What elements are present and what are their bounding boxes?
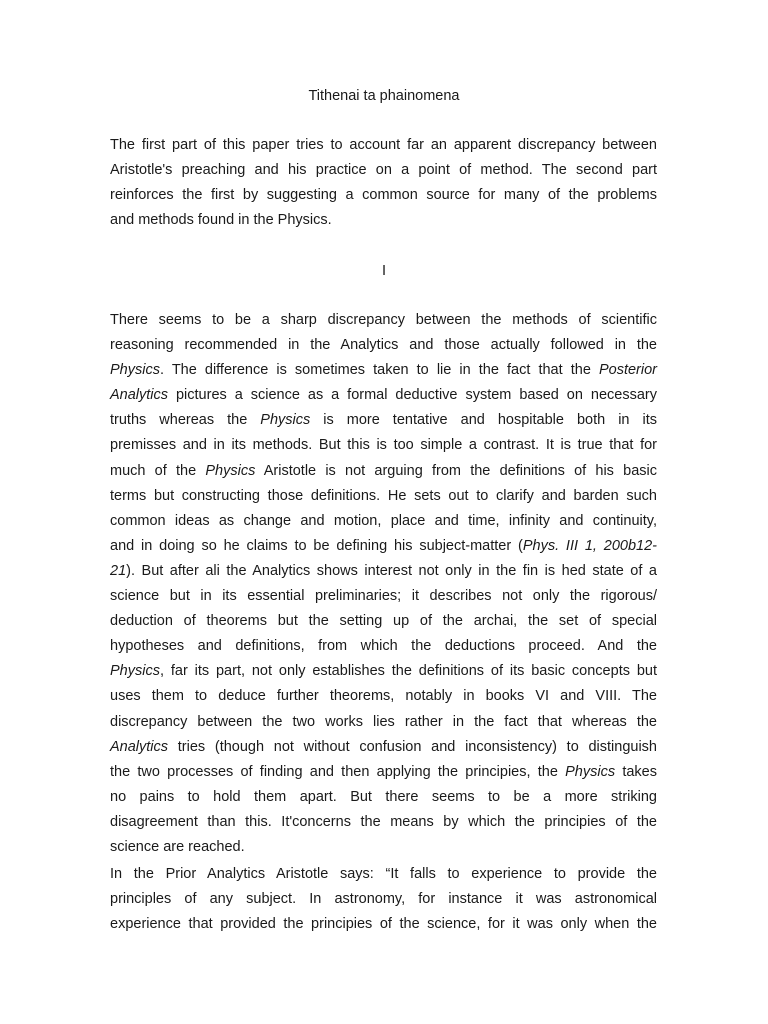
body-line: much of the Physics Aristotle is not arguing from the definitions of his basic bbox=[110, 462, 657, 479]
body-line: disagreement than this. It'concerns the means by which the principies of the bbox=[110, 813, 657, 830]
body-line: deduction of theorems but the setting up of the archai, the set of special bbox=[110, 613, 657, 630]
body-line: Physics. The difference is sometimes taken to lie in the fact that the Posterior bbox=[110, 362, 657, 379]
abstract-paragraph bbox=[110, 133, 657, 233]
body-line: premisses and in its methods. But this is too simple a contrast. It is true that for bbox=[110, 437, 657, 454]
page-title: Tithenai ta phainomena bbox=[308, 88, 460, 104]
abstract-line: The first part of this paper tries to account far an apparent discrepancy between bbox=[110, 137, 657, 153]
body-line: In the Prior Analytics Aristotle says: “It falls to experience to provide the bbox=[110, 866, 657, 882]
body-paragraph-1 bbox=[110, 308, 657, 860]
body-line: 21). But after ali the Analytics shows interest not only in the fin is hed state of a bbox=[110, 562, 657, 579]
body-line: terms but constructing those definitions. He sets out to clarify and barden such bbox=[110, 487, 657, 504]
abstract-line: reinforces the first by suggesting a common source for many of the problems bbox=[110, 187, 657, 204]
body-line: science but in its essential preliminaries; it describes not only the rigorous/ bbox=[110, 588, 657, 605]
body-line: common ideas as change and motion, place and time, infinity and continuity, bbox=[110, 512, 657, 529]
body-line: experience that provided the principies of the science, for it was only when the bbox=[110, 916, 657, 933]
body-line: science are reached. bbox=[110, 838, 245, 855]
body-line: There seems to be a sharp discrepancy between the methods of scientific bbox=[110, 312, 657, 328]
body-line: Analytics tries (though not without confusion and inconsistency) to distinguish bbox=[110, 738, 657, 755]
body-line: hypotheses and definitions, from which the deductions proceed. And the bbox=[110, 638, 657, 655]
body-paragraph-2 bbox=[110, 862, 657, 937]
body-line: Physics, far its part, not only establishes the definitions of its basic concepts but bbox=[110, 663, 657, 680]
body-line: the two processes of finding and then applying the principies, the Physics takes bbox=[110, 763, 657, 780]
body-line: truths whereas the Physics is more tentative and hospitable both in its bbox=[110, 412, 657, 429]
section-heading: I bbox=[381, 263, 387, 279]
body-line: discrepancy between the two works lies rather in the fact that whereas the bbox=[110, 713, 657, 730]
body-line: Analytics pictures a science as a formal deductive system based on necessary bbox=[110, 387, 657, 404]
body-line: reasoning recommended in the Analytics and those actually followed in the bbox=[110, 337, 657, 354]
body-line: no pains to hold them apart. But there seems to be a more striking bbox=[110, 788, 657, 805]
body-line: uses them to deduce further theorems, notably in books VI and VIII. The bbox=[110, 688, 657, 705]
body-line: and in doing so he claims to be defining his subject-matter (Phys. III 1, 200b12- bbox=[110, 537, 657, 554]
body-line: principles of any subject. In astronomy, for instance it was astronomical bbox=[110, 891, 657, 908]
abstract-line: Aristotle's preaching and his practice on a point of method. The second part bbox=[110, 162, 657, 179]
abstract-line: and methods found in the Physics. bbox=[110, 212, 332, 229]
